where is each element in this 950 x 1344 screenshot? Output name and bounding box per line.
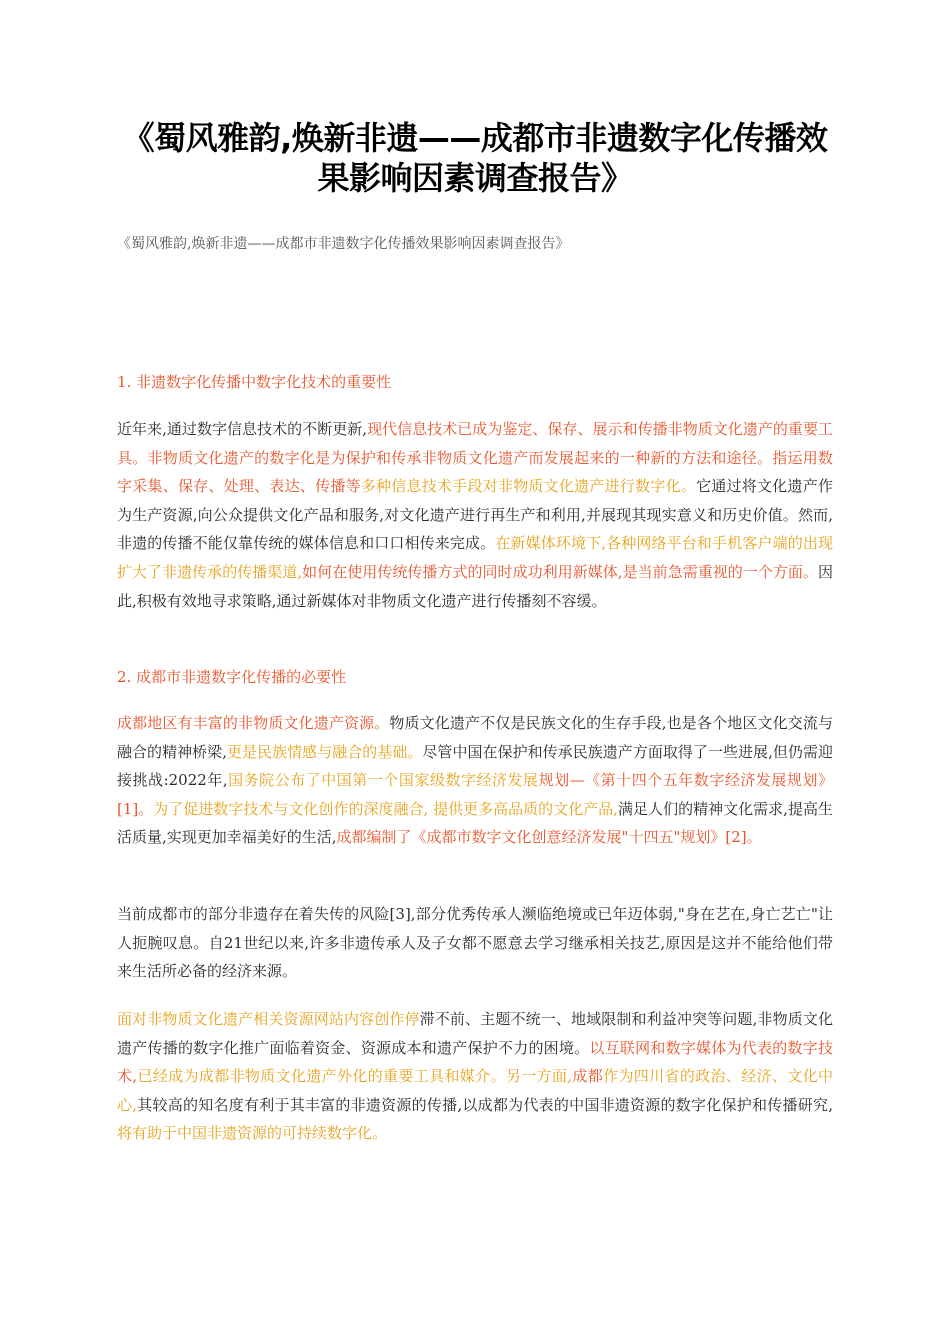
text-run: 物质文化遗产不仅是民族文化的生存手段,也是各个地区文化交流与融合的精神桥梁, <box>117 714 833 761</box>
text-run: 滞不前、主题不统一、地域限制和利益冲突等问题,非物质文化遗产传播的数字化推广面临着资金、资源成本和遗产保护不力的困境。 <box>117 1010 833 1057</box>
text-run: 多种信息技术手段对非物质文化遗产进行数字化。 <box>360 477 697 496</box>
section-1-heading: 1. 非遗数字化传播中数字化技术的重要性 <box>117 373 392 391</box>
document-subtitle: 《蜀风雅韵,焕新非遗——成都市非遗数字化传播效果影响因素调查报告》 <box>117 236 570 252</box>
page-title: 《蜀风雅韵,焕新非遗——成都市非遗数字化传播效果影响因素调查报告》 <box>122 119 828 197</box>
text-run: 近年来,通过数字信息技术的不断更新, <box>117 420 368 438</box>
text-run: 面对非物质文化遗产相关资源网站内容创作停 <box>117 1010 420 1028</box>
text-run: 在新媒体环境下,各种网络平台和手机客户端的出现扩大了非遗传承的传播渠道, <box>117 534 833 581</box>
section-1-paragraph-1 <box>117 415 833 615</box>
section-2-paragraph-2 <box>117 900 833 986</box>
text-run: 成都编制了《成都市数字文化创意经济发展"十四五"规划》[2]。 <box>336 828 762 847</box>
text-run: 满足人们的精神文化需求,提高生活质量,实现更加幸福美好的生活, <box>117 799 833 847</box>
text-run: 如何在使用传统传播方式的同时成功利用新媒体,是当前急需重视的一个方面。 <box>302 562 818 581</box>
text-run: 尽管中国在保护和传承民族遗产方面取得了一些进展,但仍需迎接挑战:2022年, <box>117 742 833 790</box>
text-run: 作为四川省的政治、经济、文化中心, <box>117 1067 833 1114</box>
section-2-heading: 2. 成都市非遗数字化传播的必要性 <box>117 668 347 686</box>
text-run: 它通过将文化遗产作为生产资源,向公众提供文化产品和服务,对文化遗产进行再生产和利用,并展现其现实意义和历史价值。然而,非遗的传播不能仅靠传统的媒体信息和口口相传来完成。 <box>117 477 833 553</box>
text-run: 已经成为成都非物质文化遗产外化的重要工具和媒介。另一方面, <box>137 1067 573 1086</box>
text-run: 为了促进数字技术与文化创作的深度融合, 提供更多高品质的文化产品, <box>153 799 619 818</box>
text-run: 规划—《第十四个五年数字经济发展规划》[1]。 <box>117 771 833 818</box>
text-run: 更是民族情感与融合的基础。 <box>226 742 423 761</box>
section-2-paragraph-3 <box>117 1005 833 1148</box>
text-run: 成都地区有丰富的非物质文化遗产资源。 <box>117 714 390 732</box>
text-run: 因此,积极有效地寻求策略,通过新媒体对非物质文化遗产进行传播刻不容缓。 <box>117 562 833 610</box>
text-run: 以互联网和数字媒体为代表的数字技术, <box>117 1038 833 1086</box>
text-run: 成都 <box>572 1067 604 1086</box>
text-run: 现代信息技术已成为鉴定、保存、展示和传播非物质文化遗产的重要工具。非物质文化遗产的数字化是为保护和传承非物质文化遗产而发展起来的一种新的方法和途径。指运用数字采集、保存、处理、表达、传播等 <box>117 420 833 496</box>
text-run: 将有助于中国非遗资源的可持续数字化。 <box>117 1124 388 1143</box>
text-run: 国务院公布了中国第一个国家级数字经济发展 <box>227 771 539 790</box>
section-2-paragraph-1 <box>117 709 833 852</box>
text-run: 当前成都市的部分非遗存在着失传的风险[3],部分优秀传承人濒临绝境或已年迈体弱,"身在艺在,身亡艺亡"让人扼腕叹息。自21世纪以来,许多非遗传承人及子女都不愿意去学习继承相关技艺,原因是这并不能给他们带来生活所必备的经济来源。 <box>117 905 833 981</box>
text-run: 其较高的知名度有利于其丰富的非遗资源的传播,以成都为代表的中国非遗资源的数字化保护和传播研究, <box>137 1095 833 1114</box>
